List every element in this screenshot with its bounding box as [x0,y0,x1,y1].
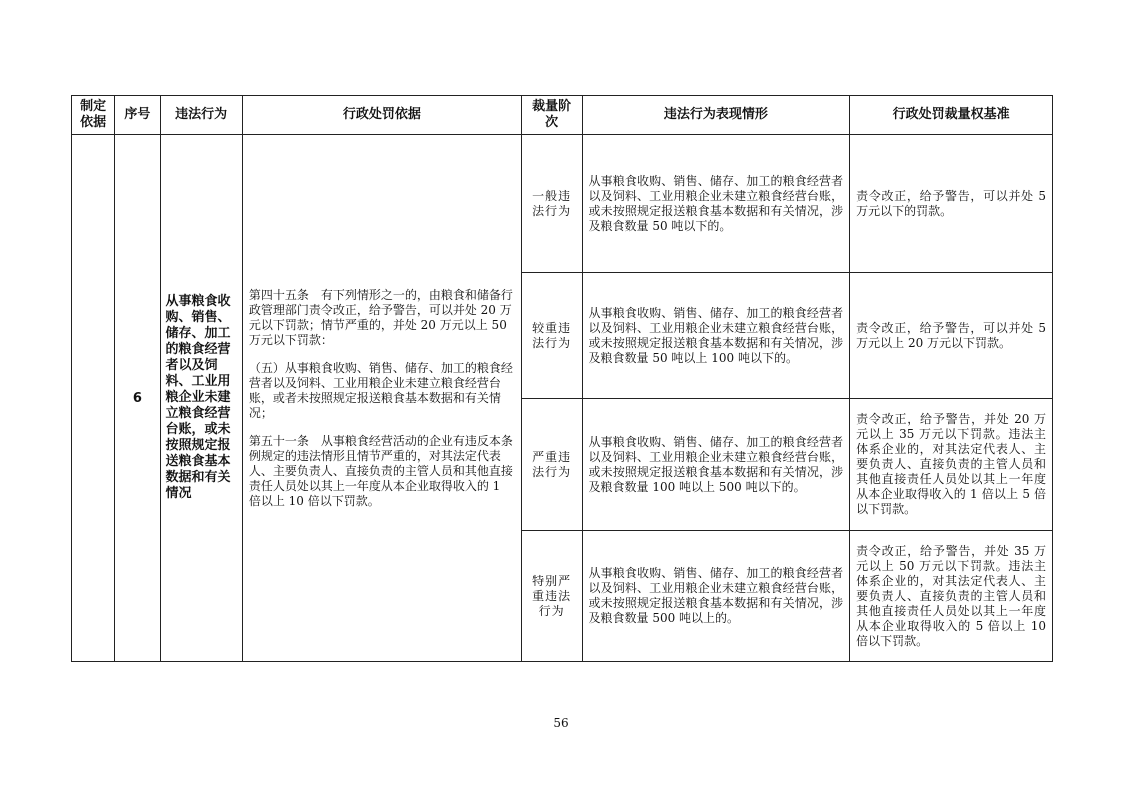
cell-violation: 从事粮食收购、销售、储存、加工的粮食经营者以及饲料、工业用粮企业未建立粮食经营台账，或未按照规定报送粮食基本数据和有关情况 [160,135,242,662]
page-number: 56 [553,716,569,730]
cell-desc-severe: 从事粮食收购、销售、储存、加工的粮食经营者以及饲料、工业用粮企业未建立粮食经营台账，或未按照规定报送粮食基本数据和有关情况，涉及粮食数量 100 吨以上 500 吨以下的。 [582,399,850,531]
legal-article-45: 第四十五条 有下列情形之一的，由粮食和储备行政管理部门责令改正，给予警告，可以并处 20 万元以下罚款；情节严重的，并处 20 万元以上 50 万元以下罚款： [248,287,513,347]
header-discretion-level: 裁量阶次 [521,96,582,135]
cell-level-serious: 较重违法行为 [521,273,582,399]
header-discretion-standard: 行政处罚裁量权基准 [850,96,1053,135]
header-violation-circumstances: 违法行为表现情形 [582,96,850,135]
cell-legal-basis [242,135,521,662]
cell-std-serious: 责令改正，给予警告，可以并处 5 万元以上 20 万元以下罚款。 [850,273,1053,399]
cell-std-especially-severe: 责令改正，给予警告，并处 35 万元以上 50 万元以下罚款。违法主体系企业的，对其法定代表人、主要负责人、直接负责的主管人员和其他直接责任人员处以其上一年度从本企业取得收入的 5 倍以上 10 倍以下罚款。 [850,531,1053,662]
cell-std-general: 责令改正，给予警告，可以并处 5 万元以下的罚款。 [850,135,1053,273]
header-violation: 违法行为 [160,96,242,135]
header-serial-number: 序号 [115,96,160,135]
legal-article-45-item-5: （五）从事粮食收购、销售、储存、加工的粮食经营者以及饲料、工业用粮企业未建立粮食经营台账，或者未按照规定报送粮食基本数据和有关情况； [248,360,513,420]
cell-desc-serious: 从事粮食收购、销售、储存、加工的粮食经营者以及饲料、工业用粮企业未建立粮食经营台账，或未按照规定报送粮食基本数据和有关情况，涉及粮食数量 50 吨以上 100 吨以下的。 [582,273,850,399]
cell-level-general: 一般违法行为 [521,135,582,273]
header-legal-basis: 行政处罚依据 [242,96,521,135]
cell-desc-general: 从事粮食收购、销售、储存、加工的粮食经营者以及饲料、工业用粮企业未建立粮食经营台账，或未按照规定报送粮食基本数据和有关情况，涉及粮食数量 50 吨以下的。 [582,135,850,273]
cell-std-severe: 责令改正，给予警告，并处 20 万元以上 35 万元以下罚款。违法主体系企业的，对其法定代表人、主要负责人、直接负责的主管人员和其他直接责任人员处以其上一年度从本企业取得收入的 1 倍以上 5 倍以下罚款。 [850,399,1053,531]
table-header-row [72,96,1053,135]
penalty-discretion-table [71,95,1053,662]
cell-basis [72,135,115,662]
legal-article-51: 第五十一条 从事粮食经营活动的企业有违反本条例规定的违法情形且情节严重的，对其法定代表人、主要负责人、直接负责的主管人员和其他直接责任人员处以其上一年度从本企业取得收入的 1 倍以上 10 倍以下罚款。 [248,433,513,508]
cell-level-especially-severe: 特别严重违法行为 [521,531,582,662]
cell-desc-especially-severe: 从事粮食收购、销售、储存、加工的粮食经营者以及饲料、工业用粮企业未建立粮食经营台账，或未按照规定报送粮食基本数据和有关情况，涉及粮食数量 500 吨以上的。 [582,531,850,662]
header-basis: 制定依据 [72,96,115,135]
cell-level-severe: 严重违法行为 [521,399,582,531]
cell-serial-number: 6 [115,135,160,662]
table-row [72,135,1053,273]
